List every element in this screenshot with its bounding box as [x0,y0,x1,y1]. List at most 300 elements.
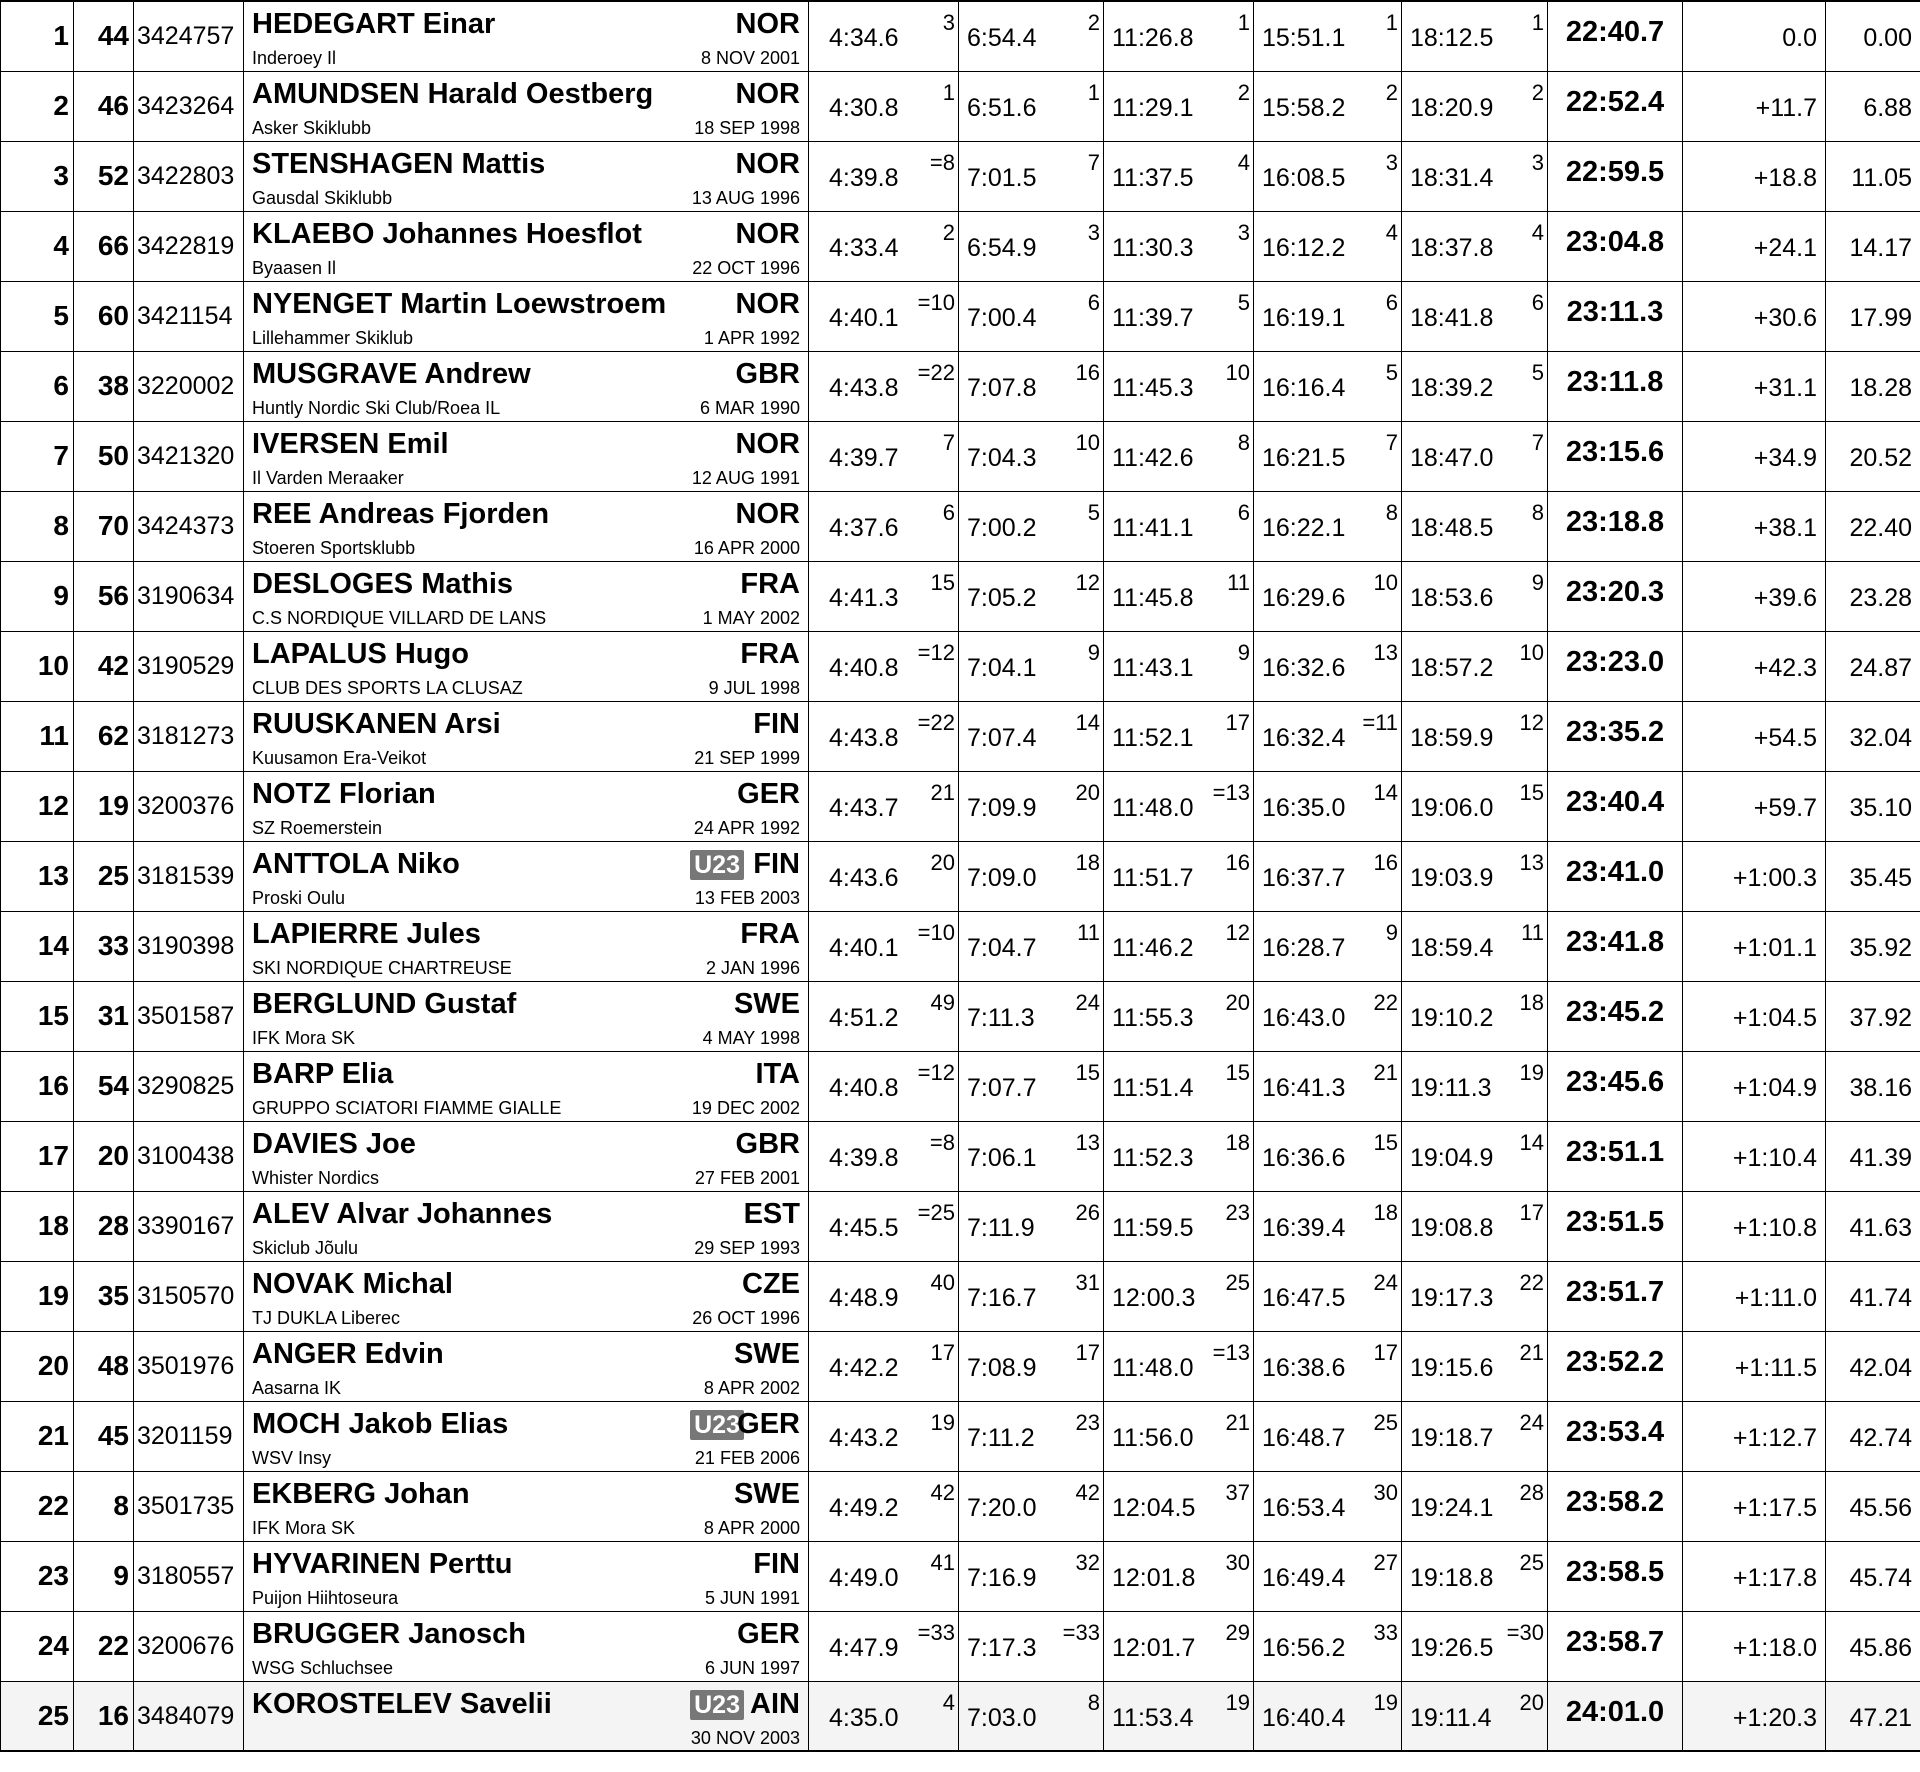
split-time: 16:29.6 [1262,583,1346,612]
rank-cell [1,771,74,841]
time-behind-cell [1683,911,1826,981]
split-rank: 16 [1075,359,1100,385]
split-rank: 7 [1385,429,1398,455]
split-rank: 2 [1237,79,1250,105]
birth-date: 8 NOV 2001 [700,48,800,68]
split-cell [809,1541,959,1611]
split-rank: 5 [1087,499,1100,525]
split-time: 19:17.3 [1410,1283,1494,1312]
split-time: 19:04.9 [1410,1143,1494,1172]
fis-code-cell [134,211,244,281]
split-time: 4:51.2 [829,1003,899,1032]
athlete-cell [244,1051,809,1121]
finish-time: 23:45.6 [1565,1065,1665,1098]
club-name: CLUB DES SPORTS LA CLUSAZ [252,677,523,698]
table-row [1,351,1920,421]
time-behind: +1:17.5 [1732,1493,1817,1522]
birth-date: 4 MAY 1998 [702,1027,800,1048]
split-time: 16:56.2 [1262,1633,1346,1662]
split-cell [1402,1541,1548,1611]
time-behind: +1:01.1 [1732,933,1817,962]
table-row [1,841,1920,911]
rank: 13 [37,859,69,891]
time-behind-cell [1683,1051,1826,1121]
athlete-name: KLAEBO Johannes Hoesflot [252,217,642,250]
split-cell [1254,491,1402,561]
split-time: 4:34.6 [829,24,899,52]
finish-time-cell [1548,71,1683,141]
time-behind-cell [1683,561,1826,631]
split-cell [1254,281,1402,351]
table-row [1,1191,1920,1261]
rank: 12 [37,789,69,821]
split-rank: 26 [1075,1199,1100,1225]
athlete-name: ANGER Edvin [252,1337,444,1370]
split-time: 7:04.3 [967,443,1037,472]
club-name: SKI NORDIQUE CHARTREUSE [252,957,512,978]
split-rank: 20 [1225,989,1250,1015]
finish-time-cell [1548,1681,1683,1751]
split-time: 7:09.9 [967,793,1037,822]
athlete-name: LAPALUS Hugo [252,637,469,670]
bib: 38 [97,369,129,401]
table-row [1,1051,1920,1121]
fis-code-cell [134,1261,244,1331]
split-cell [1402,351,1548,421]
split-time: 19:15.6 [1410,1353,1494,1382]
fis-points-cell [1826,1331,1920,1401]
split-time: 11:30.3 [1112,233,1194,262]
fis-code: 3190398 [137,931,235,960]
split-rank: =8 [929,1129,955,1155]
club-name: SZ Roemerstein [252,817,383,838]
split-rank: 8 [1531,499,1544,525]
bib: 20 [97,1139,129,1171]
fis-points-cell [1826,281,1920,351]
nation-code: GBR [735,357,800,390]
split-rank: =25 [917,1199,955,1225]
club-name: C.S NORDIQUE VILLARD DE LANS [252,607,547,628]
split-time: 12:01.7 [1112,1633,1196,1662]
rank-cell [1,281,74,351]
rank-cell [1,911,74,981]
rank: 23 [37,1559,69,1591]
club-name: Gausdal Skiklubb [252,187,393,208]
fis-points-cell [1826,1261,1920,1331]
split-rank: =13 [1212,1339,1250,1365]
split-rank: 6 [942,499,955,525]
bib-cell [74,1471,134,1541]
split-cell [1254,1191,1402,1261]
table-row [1,281,1920,351]
split-time: 12:01.8 [1112,1563,1196,1592]
split-rank: 8 [1237,429,1250,455]
split-rank: =33 [1062,1619,1100,1645]
bib: 25 [97,859,129,891]
finish-time-cell [1548,981,1683,1051]
split-time: 19:26.5 [1410,1633,1494,1662]
table-row [1,491,1920,561]
split-cell [1104,631,1254,701]
split-time: 11:46.2 [1112,933,1194,962]
split-time: 11:52.1 [1112,723,1194,752]
split-time: 16:47.5 [1262,1283,1346,1312]
table-row [1,1261,1920,1331]
split-rank: 17 [1075,1339,1100,1365]
fis-points: 24.87 [1849,653,1912,682]
finish-time: 23:04.8 [1565,225,1665,258]
bib: 50 [97,439,129,471]
split-rank: 10 [1519,639,1544,665]
birth-date: 30 NOV 2003 [690,1727,800,1748]
finish-time: 22:52.4 [1565,85,1665,118]
split-time: 16:21.5 [1262,443,1346,472]
split-time: 19:11.4 [1410,1703,1492,1732]
split-rank: 16 [1225,849,1250,875]
split-rank: 10 [1225,359,1250,385]
rank-cell [1,1,74,71]
split-rank: 24 [1075,989,1100,1015]
rank-cell [1,981,74,1051]
birth-date: 6 JUN 1997 [704,1657,800,1678]
split-time: 19:11.3 [1410,1073,1492,1102]
birth-date: 26 OCT 1996 [692,1307,800,1328]
split-rank: 21 [1519,1339,1544,1365]
split-cell [809,841,959,911]
nation-code: GER [737,1617,800,1650]
split-cell [809,351,959,421]
split-cell [1402,1191,1548,1261]
nation-code: NOR [735,217,800,250]
athlete-cell [244,1681,809,1751]
split-time: 18:59.9 [1410,723,1494,752]
split-rank: 2 [942,219,955,245]
finish-time: 23:51.1 [1565,1135,1665,1168]
finish-time-cell [1548,1121,1683,1191]
time-behind: +1:04.9 [1732,1073,1817,1102]
birth-date: 21 SEP 1999 [694,747,800,768]
fis-code: 3180557 [137,1561,235,1590]
split-rank: =12 [917,639,955,665]
club-name: WSV Insy [252,1447,332,1468]
nation-code: EST [743,1197,800,1230]
time-behind-cell [1683,421,1826,491]
split-rank: 22 [1519,1269,1544,1295]
fis-code: 3100438 [137,1141,235,1170]
birth-date: 1 MAY 2002 [702,607,800,628]
split-rank: 17 [1225,709,1250,735]
results-body [1,1,1920,1751]
time-behind: 0.0 [1782,24,1817,52]
fis-points: 41.39 [1849,1143,1912,1172]
split-time: 16:16.4 [1262,373,1346,402]
table-row [1,701,1920,771]
birth-date: 8 APR 2000 [703,1517,800,1538]
bib-cell [74,211,134,281]
split-cell [1402,421,1548,491]
athlete-name: HYVARINEN Perttu [252,1547,513,1580]
finish-time-cell [1548,911,1683,981]
split-cell [959,841,1104,911]
bib-cell [74,1191,134,1261]
split-rank: =12 [917,1059,955,1085]
split-rank: 17 [930,1339,955,1365]
fis-code: 3290825 [137,1071,235,1100]
split-cell [809,71,959,141]
athlete-cell [244,771,809,841]
birth-date: 16 APR 2000 [693,537,800,558]
table-row [1,771,1920,841]
athlete-cell [244,911,809,981]
split-rank: 18 [1519,989,1544,1015]
time-behind: +1:18.0 [1732,1633,1817,1662]
nation-code: SWE [733,1477,800,1510]
split-time: 11:41.1 [1112,513,1194,542]
athlete-name: EKBERG Johan [252,1477,470,1510]
split-time: 7:09.0 [967,863,1037,892]
split-cell [959,1051,1104,1121]
nation-code: AIN [750,1687,800,1720]
fis-points-cell [1826,1471,1920,1541]
rank: 4 [53,229,69,261]
bib-cell [74,281,134,351]
rank: 7 [53,439,69,471]
split-rank: =13 [1212,779,1250,805]
split-time: 18:53.6 [1410,583,1494,612]
split-cell [1254,1331,1402,1401]
rank: 5 [53,299,69,331]
split-rank: 9 [1237,639,1250,665]
rank: 22 [37,1489,69,1521]
split-rank: 6 [1087,289,1100,315]
split-cell [1402,1401,1548,1471]
split-cell [959,701,1104,771]
split-time: 7:04.1 [967,653,1037,682]
fis-code-cell [134,1051,244,1121]
split-time: 19:18.8 [1410,1563,1494,1592]
athlete-cell [244,1541,809,1611]
nation-code: NOR [735,147,800,180]
bib: 62 [97,719,129,751]
bib-cell [74,1,134,71]
split-cell [959,771,1104,841]
split-cell [1402,1051,1548,1121]
birth-date: 18 SEP 1998 [694,117,800,138]
split-cell [1104,911,1254,981]
split-cell [959,911,1104,981]
split-time: 4:40.8 [829,1073,899,1102]
split-cell [1402,71,1548,141]
split-cell [1104,1611,1254,1681]
time-behind-cell [1683,1471,1826,1541]
split-time: 16:35.0 [1262,793,1346,822]
split-time: 4:39.8 [829,1143,899,1172]
split-time: 4:45.5 [829,1213,899,1242]
split-time: 7:08.9 [967,1353,1037,1382]
time-behind-cell [1683,1331,1826,1401]
finish-time: 23:58.7 [1565,1625,1665,1658]
athlete-cell [244,701,809,771]
split-rank: =10 [917,919,955,945]
split-time: 19:08.8 [1410,1213,1494,1242]
split-cell [809,911,959,981]
split-time: 11:43.1 [1112,653,1194,682]
split-cell [1402,561,1548,631]
split-cell [1254,1121,1402,1191]
rank-cell [1,631,74,701]
split-rank: 13 [1075,1129,1100,1155]
split-rank: 10 [1373,569,1398,595]
fis-points: 45.56 [1849,1493,1912,1522]
split-time: 11:39.7 [1112,303,1194,332]
split-time: 7:01.5 [967,163,1037,192]
split-rank: 15 [930,569,955,595]
split-cell [1402,211,1548,281]
split-time: 7:11.3 [967,1003,1035,1032]
u23-badge: U23 [690,1410,744,1440]
split-cell [1402,1331,1548,1401]
fis-points: 11.05 [1851,163,1912,192]
split-cell [959,211,1104,281]
athlete-name: DAVIES Joe [252,1127,416,1160]
rank-cell [1,71,74,141]
club-name: IFK Mora SK [252,1517,356,1538]
split-rank: 1 [1385,10,1398,35]
split-rank: 2 [1531,79,1544,105]
athlete-name: NOTZ Florian [252,777,436,810]
nation-code: NOR [735,287,800,320]
split-time: 12:00.3 [1112,1283,1196,1312]
split-rank: =33 [917,1619,955,1645]
nation-code: ITA [755,1057,800,1090]
split-time: 11:48.0 [1112,1353,1194,1382]
athlete-cell [244,421,809,491]
split-cell [809,1401,959,1471]
rank-cell [1,1681,74,1751]
fis-points: 35.92 [1849,933,1912,962]
fis-points-cell [1826,421,1920,491]
club-name: Skiclub Jõulu [252,1237,359,1258]
split-rank: 4 [1385,219,1398,245]
split-time: 7:00.2 [967,513,1037,542]
split-cell [1254,981,1402,1051]
finish-time: 23:53.4 [1565,1415,1665,1448]
time-behind-cell [1683,981,1826,1051]
split-cell [959,491,1104,561]
fis-code: 3501976 [137,1351,235,1380]
bib: 66 [97,229,129,261]
nation-code: FRA [740,567,800,600]
athlete-cell [244,561,809,631]
fis-code-cell [134,141,244,211]
time-behind: +1:20.3 [1732,1703,1817,1732]
split-time: 11:42.6 [1112,443,1194,472]
split-rank: 33 [1373,1619,1398,1645]
split-time: 11:45.3 [1112,373,1194,402]
split-time: 16:12.2 [1262,233,1346,262]
split-rank: 3 [1237,219,1250,245]
table-row [1,1401,1920,1471]
finish-time-cell [1548,1541,1683,1611]
split-time: 4:40.8 [829,653,899,682]
rank: 16 [37,1069,69,1101]
time-behind-cell [1683,841,1826,911]
club-name: Asker Skiklubb [252,117,372,138]
bib-cell [74,1401,134,1471]
split-rank: 24 [1519,1409,1544,1435]
time-behind-cell [1683,1261,1826,1331]
split-cell [809,631,959,701]
split-rank: 11 [1521,919,1544,945]
rank-cell [1,1331,74,1401]
split-rank: 3 [1531,149,1544,175]
birth-date: 6 MAR 1990 [699,397,800,418]
split-cell [809,491,959,561]
split-cell [959,421,1104,491]
split-rank: 23 [1075,1409,1100,1435]
rank: 2 [53,89,69,121]
split-cell [1254,1471,1402,1541]
time-behind: +39.6 [1753,583,1817,612]
split-time: 16:48.7 [1262,1423,1346,1452]
split-time: 11:45.8 [1112,583,1194,612]
fis-code: 3501735 [137,1491,235,1520]
fis-points-cell [1826,1191,1920,1261]
athlete-cell [244,71,809,141]
fis-code-cell [134,631,244,701]
fis-points: 42.74 [1849,1423,1912,1452]
nation-code: SWE [733,1337,800,1370]
finish-time: 23:11.3 [1566,295,1664,328]
time-behind: +38.1 [1753,513,1817,542]
split-cell [1254,841,1402,911]
split-cell [809,281,959,351]
finish-time-cell [1548,491,1683,561]
split-cell [1104,281,1254,351]
fis-points-cell [1826,1051,1920,1121]
split-rank: 2 [1087,10,1100,35]
birth-date: 2 JAN 1996 [705,957,800,978]
fis-code: 3390167 [137,1211,235,1240]
club-name: Whister Nordics [252,1167,380,1188]
split-cell [1104,491,1254,561]
athlete-name: MOCH Jakob Elias [252,1407,509,1440]
athlete-cell [244,841,809,911]
finish-time: 23:51.7 [1565,1275,1665,1308]
bib: 70 [97,509,129,541]
finish-time-cell [1548,1471,1683,1541]
birth-date: 8 APR 2002 [703,1377,800,1398]
bib-cell [74,71,134,141]
table-row [1,211,1920,281]
fis-code: 3181273 [137,721,235,750]
athlete-name: HEDEGART Einar [252,8,496,40]
finish-time: 23:40.4 [1565,785,1665,818]
split-cell [1254,561,1402,631]
u23-badge: U23 [690,850,744,880]
club-name: GRUPPO SCIATORI FIAMME GIALLE [252,1097,562,1118]
split-cell [1104,1541,1254,1611]
split-time: 16:49.4 [1262,1563,1346,1592]
split-rank: 1 [1087,79,1100,105]
split-time: 4:39.8 [829,163,899,192]
table-row [1,71,1920,141]
split-cell [1104,1051,1254,1121]
rank-cell [1,841,74,911]
split-time: 4:43.7 [829,793,899,822]
split-time: 18:59.4 [1410,933,1494,962]
split-cell [1104,1191,1254,1261]
